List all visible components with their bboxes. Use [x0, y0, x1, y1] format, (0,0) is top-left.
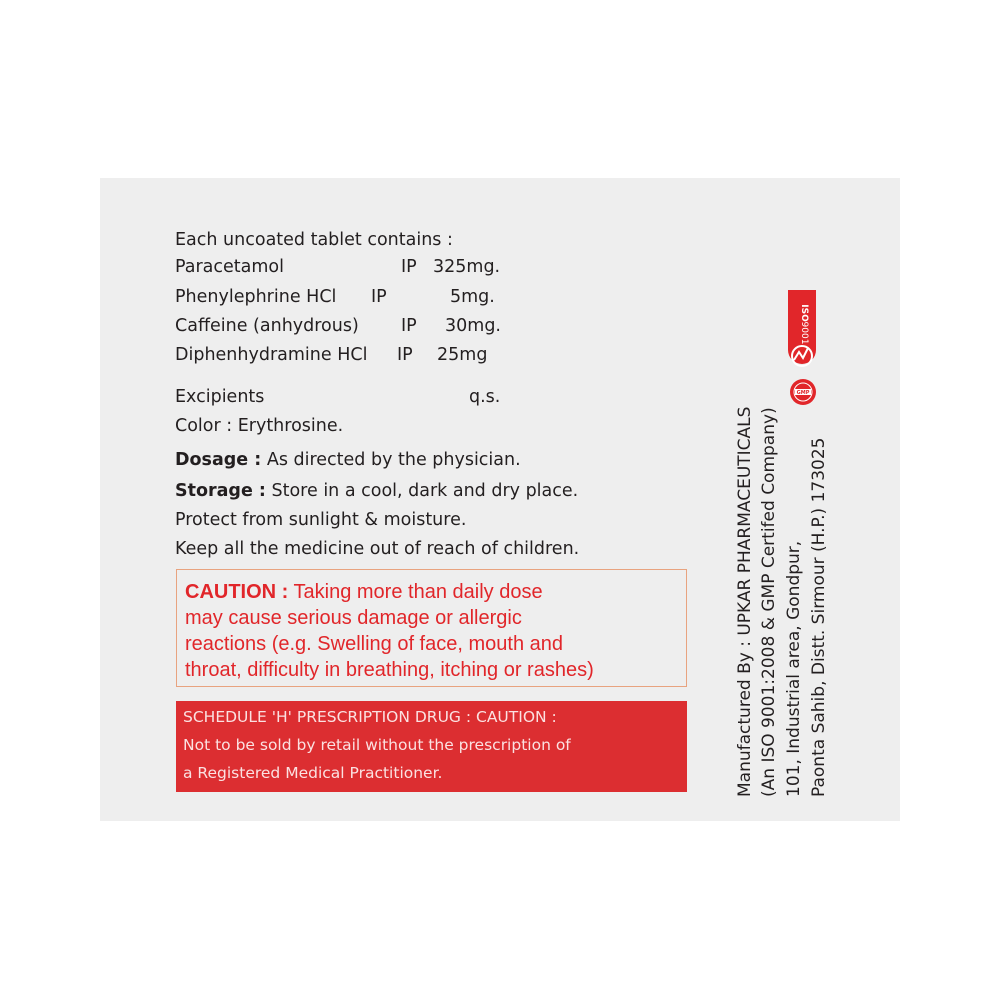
storage-line-2: Protect from sunlight & moisture.	[175, 510, 467, 530]
iso-certification-logo	[784, 288, 818, 388]
excipients-label: Excipients	[175, 387, 265, 407]
gmp-certification-logo	[789, 378, 817, 406]
storage-line	[175, 483, 578, 501]
caution-box	[176, 569, 687, 687]
ingredient-name: Caffeine (anhydrous)	[175, 316, 359, 336]
manufacturer-line-2: (An ISO 9001:2008 & GMP Certifed Company)	[759, 407, 779, 797]
svg-text:ISO: ISO	[799, 304, 809, 322]
manufacturer-line-1: Manufactured By : UPKAR PHARMACEUTICALS	[735, 406, 755, 797]
ingredient-quantity: 30mg.	[445, 316, 501, 336]
manufacturer-line-4: Paonta Sahib, Distt. Sirmour (H.P.) 173025	[809, 437, 829, 797]
caution-line-2: may cause serious damage or allergic	[185, 607, 522, 629]
ingredient-name: Diphenhydramine HCl	[175, 345, 368, 365]
caution-line-1	[185, 582, 543, 602]
ingredient-quantity: 25mg	[437, 345, 488, 365]
color-line: Color : Erythrosine.	[175, 416, 344, 436]
dosage-text: As directed by the physician.	[266, 450, 521, 470]
caution-label: CAUTION :	[185, 581, 289, 603]
excipients-quantity: q.s.	[469, 387, 501, 407]
storage-label: Storage :	[175, 481, 266, 501]
storage-text: Store in a cool, dark and dry place.	[271, 481, 579, 501]
schedule-line-2: Not to be sold by retail without the prescription of	[183, 736, 571, 754]
ingredient-standard: IP	[397, 345, 413, 365]
schedule-h-box	[176, 701, 687, 792]
ingredient-name: Phenylephrine HCl	[175, 287, 337, 307]
storage-line-3: Keep all the medicine out of reach of children.	[175, 539, 580, 559]
ingredient-standard: IP	[401, 316, 417, 336]
schedule-line-3: a Registered Medical Practitioner.	[183, 764, 443, 782]
ingredient-standard: IP	[401, 257, 417, 277]
manufacturer-line-3: 101, Industrial area, Gondpur,	[784, 540, 804, 797]
svg-text:GMP: GMP	[796, 390, 810, 396]
ingredient-standard: IP	[371, 287, 387, 307]
caution-line-3: reactions (e.g. Swelling of face, mouth and	[185, 633, 563, 655]
svg-text:9001: 9001	[799, 321, 809, 345]
ingredient-name: Paracetamol	[175, 257, 284, 277]
caution-line-4: throat, difficulty in breathing, itching or rashes)	[185, 659, 594, 681]
dosage-line	[175, 452, 521, 470]
composition-header: Each uncoated tablet contains :	[175, 230, 453, 250]
ingredient-quantity: 325mg.	[433, 257, 501, 277]
caution-text-1: Taking more than daily dose	[293, 581, 543, 603]
schedule-line-1: SCHEDULE 'H' PRESCRIPTION DRUG : CAUTION :	[183, 708, 557, 726]
dosage-label: Dosage :	[175, 450, 262, 470]
ingredient-quantity: 5mg.	[450, 287, 495, 307]
